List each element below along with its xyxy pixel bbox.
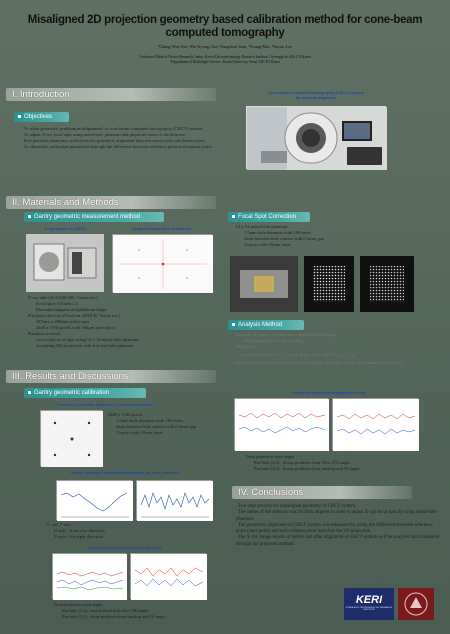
section-results: III. Results and Discussions: [6, 370, 216, 383]
projection-caption: Acquired projection in detector: [132, 226, 192, 231]
u-axis-plot-1: [234, 398, 328, 450]
focal-items: ◦14 x 14 metal-hole phantom ✓1.5mm hole diameter with 196 holes ✓2mm between hole centers with 0.5mm gap ✓5 layers with 10mm layer: [234, 224, 325, 247]
pinhole-caption: Position of pin-hole phantom in flat panel detector: [57, 402, 153, 407]
section-conclusions: IV. Conclusions: [232, 486, 412, 499]
xray-source-caption: X-ray source in CBCT: [44, 226, 86, 231]
gantry-measurement-label: Gantry geometric measurement method: [24, 212, 164, 222]
authors: ¹Chang-Woo Seo, ¹Bo-Kyung Cha, ¹Sungchae Jeon, ²Young-Min, ¹Nayun Lee: [158, 44, 292, 49]
v-axis-plot-2: [130, 553, 206, 599]
intro-bullet: ◦To adjust X-ray focal spot using metal-hole phantom and physical center of the detector.: [22, 132, 186, 137]
keri-logo: KERI KOREA ELECTROTECHNOLOGY RESEARCH INSTITUTE: [344, 588, 394, 620]
cbct-caption: Cone-beam computed tomography (CBCT) system for medical diagnosis: [267, 90, 364, 100]
center-distortion-plot-v: [136, 480, 212, 520]
xray-source-photo: [26, 234, 104, 292]
difference-formula: d_x(t_{f}, r_{f}) = r_x − r_ref, d_y(t_{f}, r_{f}) = r_y − r_ref: [242, 352, 356, 357]
intro-bullets: [22, 126, 240, 150]
center-distortion-plot-u: [56, 480, 132, 520]
affiliations: ¹Advanced Medical Device Research Center, Korea Electrotechnology Research Institute, Gyeonggi-do 426-170 Korea ²Department of Radiologic Science, Korea University, Seoul 136-703 Korea: [139, 55, 311, 64]
gantry-calibration-label: Gantry geometric calibration: [24, 388, 146, 398]
u-axis-caption: Gantry distortion measurement(U-axis): [291, 390, 367, 395]
hole-projection-1: [304, 256, 354, 312]
intro-bullet: ◦To solve geometric problem(misalignment) in cone-beam computed tomography (CBCT) system.: [22, 126, 204, 131]
focal-spot-label: Focal Spot Correction: [228, 212, 310, 222]
right-total-pattern: ◦Total pattern in each angle ✓Pin-hole (2,3) : droop problem from 90 to 270 angle ✓Pin-hole (4,5) : droop problem from starting and 50 angle: [244, 454, 360, 471]
analysis-items: ◦Rotation of gantry system from 0 degree to 360 degree ✓360 projections in 1 per rotation ◦Difference d_x(t_{f}, r_{f}) = r_x − r_ref, d_y(t_{f}, r_{f}) = r_y − r_ref where r and r_ref are reference point and rotation point (U- and V- coordinates, respectively.: [234, 332, 414, 366]
cbct-photo: [246, 106, 386, 169]
intro-bullet: ◦Five pin-hole phantoms on detector for geometric alignment between source part and detector part.: [22, 138, 206, 143]
total-pattern-notes: ◦Total pattern in each angle ✓Pin-hole (1,2) : much distortion after 180 angle ✓Pin-hole (5,1) : drop/problem from starting and 50 angle: [52, 602, 166, 619]
metal-phantom-photo: [230, 256, 298, 312]
v-axis-plot-1: [52, 553, 126, 599]
pinhole-items: ◦2048 x 1536 pixels ✓1.5mm hole diameter with 196 holes ✓2mm between hole centers with 0.5mm gap ✓5 layers with 10mm layer: [106, 412, 197, 435]
pinhole-position-image: [40, 410, 102, 466]
conclusion-items: [236, 504, 440, 548]
uv-axis-notes: ◦U- and V-axis ✓U-axis : front-rear direction ✓V-axis : left-right direction: [44, 522, 105, 539]
hole-projection-2: [360, 256, 414, 312]
center-distortion-caption: Gantry distortion measurement(center pin-hole phantom): [70, 470, 180, 475]
conclusion-item: ◦The X-ray image results of before and after alignment of CBCT system will be analyzed and compared through the proposed method.: [236, 535, 440, 547]
v-axis-caption: Gantry distortion measurement(V-axis): [87, 545, 161, 550]
objectives-label: Objectives: [14, 112, 69, 122]
analysis-method-label: Analysis Method: [228, 320, 304, 330]
projection-image: [112, 234, 212, 292]
section-introduction: I. Introduction: [6, 88, 216, 101]
u-axis-plot-2: [332, 398, 418, 450]
poster-title: Misaligned 2D projection geometry based calibration method for cone-beam computed tomography: [27, 14, 423, 39]
intro-bullet: ◦To obtain the calibration parameters through the difference between reference point and rotation point.: [22, 144, 213, 149]
section-methods: II. Materials and Methods: [6, 196, 216, 209]
university-emblem-icon: [398, 588, 434, 620]
conclusion-item: ◦The center of the detector was forcibly aligned in order to adjust X-ray focal spot by using metal-hole phantom.: [236, 510, 437, 522]
formula-where: where r and r_ref are reference point and rotation point (U- and V- coordinates, respectively.: [234, 360, 404, 365]
conclusion-item: ◦Two-step process for misaligned geometry of CBCT system.: [236, 504, 357, 509]
hardware-specs: ◦X-ray tube (A-132/B-100, Varian inc.) ✓Focal spot: 0.6 and 1.2 ✓Rhenium-tungsten molybdenum target ◦Flat panel detector (PaxScan 4030CB, Varian inc.) ✓397mm x 298mm active area ✓2048 x 1536 pixels with 194μm pixel pitch ◦Phantom research ✓Correction focal spot using 14 x 14 metal-hole phantom ✓Acquiring 360 projection with five pin-hole phantom: [26, 295, 139, 348]
conclusion-item: ◦The geometric alignment of CBCT system was measured by using the difference between reference point (start point) and each rotation point based on the 2D projection.: [236, 522, 433, 535]
